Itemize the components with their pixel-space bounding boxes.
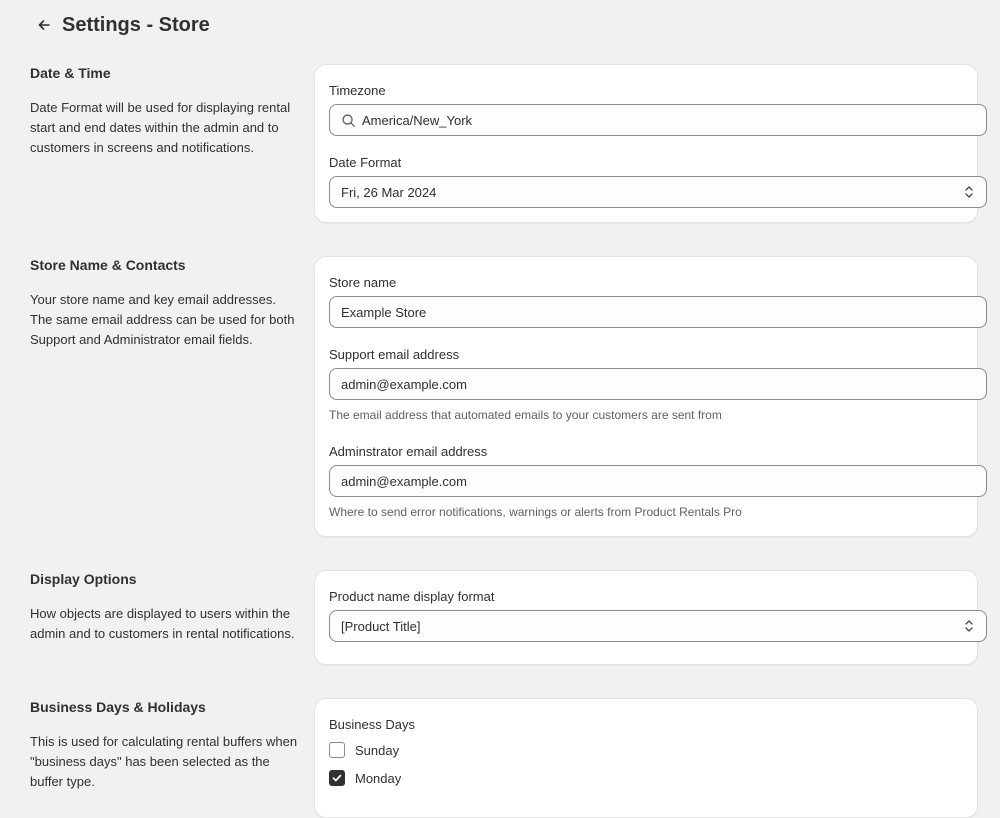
select-chevron-icon (963, 618, 975, 634)
admin-email-value: admin@example.com (341, 473, 467, 489)
support-email-help: The email address that automated emails to your customers are sent from (329, 408, 722, 422)
checkbox-label: Monday (355, 770, 402, 786)
timezone-search-input[interactable] (329, 104, 987, 136)
checkbox-box[interactable] (329, 742, 345, 758)
business-days-label: Business Days (329, 717, 415, 732)
store-name-label: Store name (329, 275, 397, 290)
date-format-value: Fri, 26 Mar 2024 (341, 184, 437, 200)
section-description: How objects are displayed to users within the admin and to customers in rental notifications. (30, 606, 295, 641)
section-heading: Business Days & Holidays (30, 699, 206, 715)
support-email-input[interactable] (329, 368, 987, 400)
arrow-left-icon (36, 17, 52, 33)
timezone-value: America/New_York (362, 112, 473, 128)
checkbox-label: Sunday (355, 742, 400, 758)
store-name-input[interactable] (329, 296, 987, 328)
checkmark-icon (331, 772, 343, 784)
support-email-label: Support email address (329, 347, 460, 362)
checkbox-sunday[interactable] (329, 742, 399, 758)
admin-email-input[interactable] (329, 465, 987, 497)
store-card (314, 256, 978, 537)
section-description: Your store name and key email addresses. The same email address can be used for both Support and Administrator email fields. (30, 292, 295, 347)
admin-email-label: Adminstrator email address (329, 444, 488, 459)
store-name-value: Example Store (341, 304, 427, 320)
section-heading: Date & Time (30, 65, 111, 81)
business-card (314, 698, 978, 818)
product-format-label: Product name display format (329, 589, 495, 604)
product-format-select[interactable] (329, 610, 987, 642)
display-card (314, 570, 978, 665)
section-heading: Display Options (30, 571, 137, 587)
section-description: This is used for calculating rental buffers when "business days" has been selected as the buffer type. (30, 734, 298, 789)
checkbox-box[interactable] (329, 770, 345, 786)
support-email-value: admin@example.com (341, 376, 467, 392)
checkbox-monday[interactable] (329, 770, 401, 786)
date-format-label: Date Format (329, 155, 402, 170)
section-heading: Store Name & Contacts (30, 257, 186, 273)
page-title: Settings - Store (62, 13, 210, 36)
search-icon (341, 112, 357, 128)
section-description: Date Format will be used for displaying rental start and end dates within the admin and to customers in screens and notifications. (30, 100, 291, 155)
date-format-select[interactable] (329, 176, 987, 208)
product-format-value: [Product Title] (341, 618, 421, 634)
date-time-card (314, 64, 978, 223)
select-chevron-icon (963, 184, 975, 200)
page-header (30, 10, 210, 40)
admin-email-help: Where to send error notifications, warnings or alerts from Product Rentals Pro (329, 505, 742, 519)
back-button[interactable] (30, 11, 58, 39)
timezone-label: Timezone (329, 83, 386, 98)
